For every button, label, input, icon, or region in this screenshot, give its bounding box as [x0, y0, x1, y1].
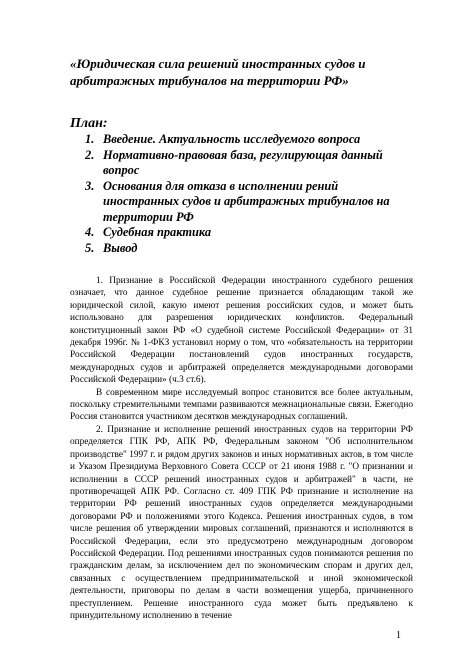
plan-list	[85, 132, 405, 256]
plan-item	[85, 179, 405, 226]
plan-item-text: Нормативно-правовая база, регулирующая данный вопрос	[103, 147, 383, 177]
plan-item-text: Вывод	[103, 240, 138, 255]
body-paragraph: 2. Признание и исполнение решений иностранных судов на территории РФ определяется ГПК РФ, АПК РФ, Федеральным законом "Об исполнительном производстве" 1997 г. и рядом других законов и иных нормативных актов, в том числе и Указом Президиума Верховного Совета СССР от 21 июня 1988 г. "О признании и исполнении в СССР решений иностранных судов и арбитражей" в части, не противоречащей АПК РФ. Согласно ст. 409 ГПК РФ признание и исполнение на территории РФ решений иностранных судов определяется международными договорами РФ и положениями этого Кодекса. Решения иностранных судов, в том числе решения об утверждении мировых соглашений, признаются и исполняются в Российской Федерации, если это предусмотрено международным договором Российской Федерации. Под решениями иностранных судов понимаются решения по гражданским делам, за исключением дел по экономическим спорам и других дел, связанных с осуществлением предпринимательской и иной экономической деятельности, приговоры по делам в части возмещения ущерба, причиненного преступлением. Решение иностранного суда может быть предъявлено к принудительному исполнению в течение	[70, 424, 413, 621]
body-paragraph: 1. Признание в Российской Федерации иностранного судебного решения означает, что данное судебное решение признается обладающим такой же юридической силой, какую имеют решения российских судов, и может быть использовано для разрешения юридических конфликтов. Федеральный конституционный закон РФ «О судебной системе Российской Федерации» от 31 декабря 1996г. № 1-ФКЗ установил норму о том, что «обязательность на территории Российской Федерации постановлений судов иностранных государств, международных судов и арбитражей определяется международными договорами Российской Федерации» (ч.3 ст.6).	[70, 276, 413, 386]
plan-item-text: Основания для отказа в исполнении рений иностранных судов и арбитражных трибуналов на территории РФ	[103, 178, 390, 224]
plan-item	[85, 132, 405, 148]
body-paragraph: В современном мире исследуемый вопрос становится все более актуальным, поскольку стремительными темпами развиваются межнациональные связи. Ежегодно Россия становится участником десятков международных соглашений.	[70, 387, 413, 423]
page-number: 1	[396, 630, 401, 641]
plan-item-number: 3.	[85, 178, 95, 193]
plan-item-number: 4.	[85, 225, 95, 239]
plan-heading: План:	[70, 116, 108, 131]
plan-item-number: 2.	[85, 147, 95, 162]
plan-item	[85, 241, 405, 257]
plan-item	[85, 225, 405, 241]
plan-item	[85, 148, 405, 179]
plan-item-text: Судебная практика	[103, 225, 212, 239]
plan-item-text: Введение. Актуальность исследуемого вопроса	[103, 132, 361, 146]
plan-item-number: 1.	[85, 132, 95, 146]
body-text	[70, 275, 413, 622]
document-title: «Юридическая сила решений иностранных судов и арбитражных трибуналов на территории РФ»	[70, 56, 366, 88]
plan-item-number: 5.	[85, 240, 95, 255]
